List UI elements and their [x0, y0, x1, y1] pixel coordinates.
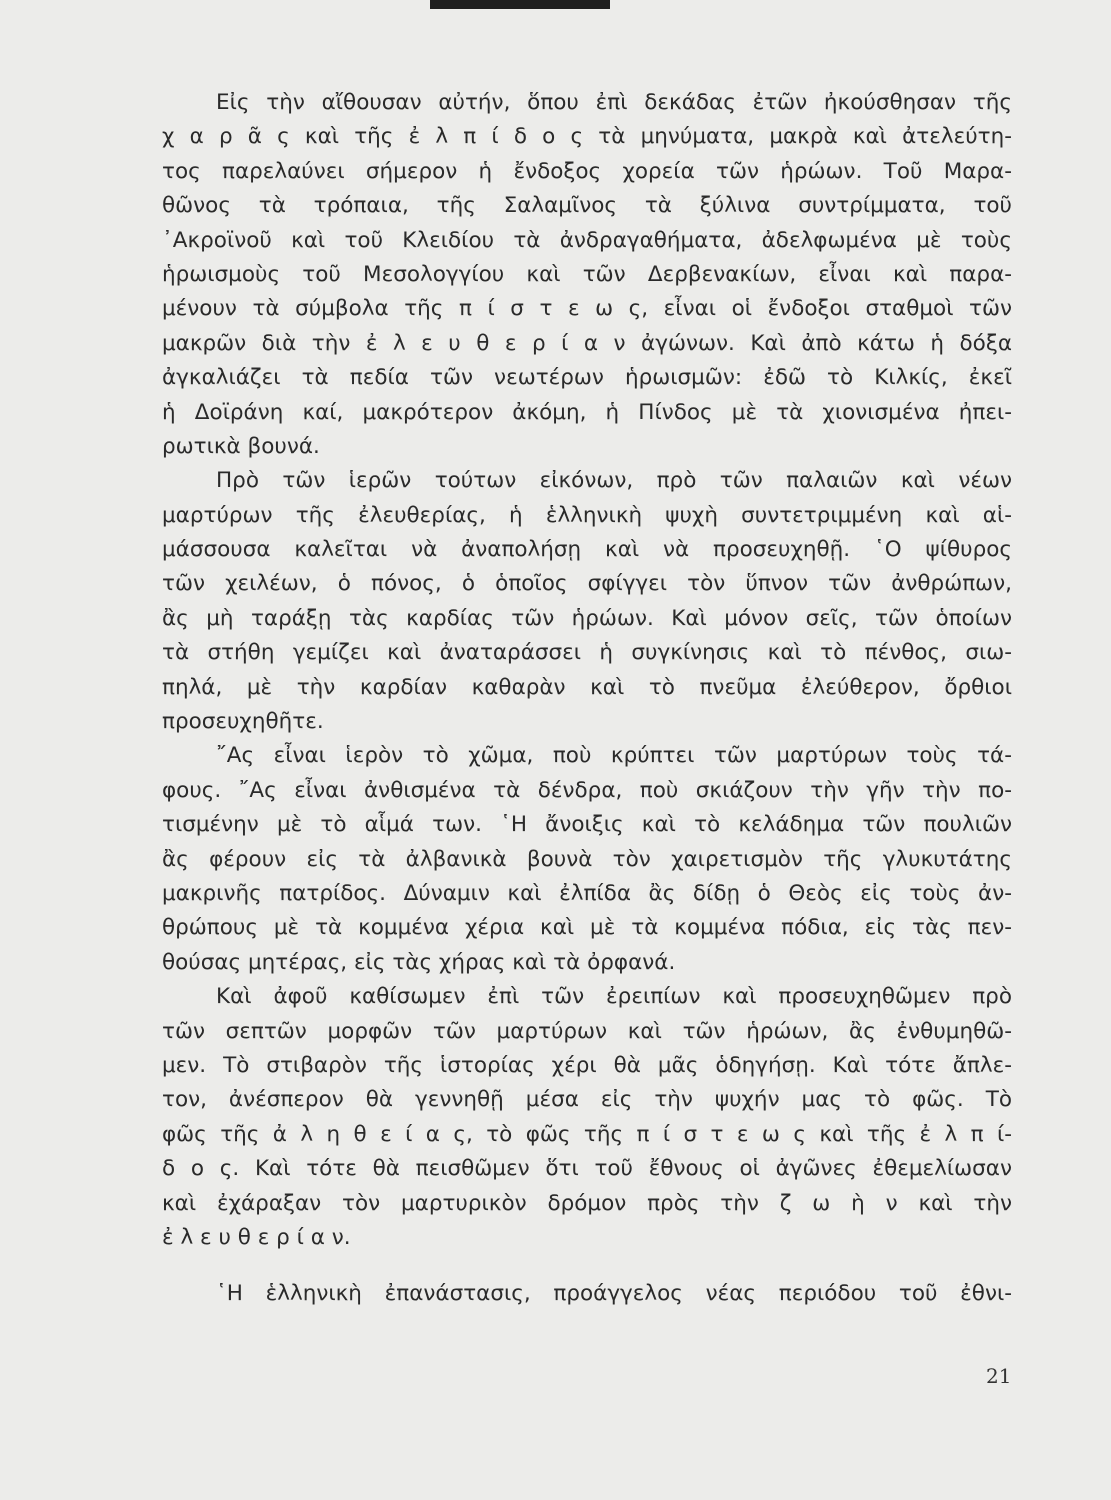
text-line: ἐ λ ε υ θ ε ρ ί α ν. — [162, 1224, 351, 1250]
page-number: 21 — [986, 1364, 1012, 1388]
text-line: τον, ἀνέσπερον θὰ γεννηθῇ μέσα εἰς τὴν ψυχήν μας τὸ φῶς. Τὸ — [162, 1087, 1012, 1113]
text-line: φους. ῎Ας εἶναι ἀνθισμένα τὰ δένδρα, ποὺ σκιάζουν τὴν γῆν τὴν πο- — [162, 777, 1012, 803]
text-line: τισμένην μὲ τὸ αἷμά των. ῾Η ἄνοιξις καὶ τὸ κελάδημα τῶν πουλιῶν — [162, 812, 1012, 838]
text-line: τὰ στήθη γεμίζει καὶ ἀναταράσσει ἡ συγκίνησις καὶ τὸ πένθος, σιω- — [162, 640, 1012, 666]
text-line: μένουν τὰ σύμβολα τῆς π ί σ τ ε ω ς, εἶναι οἱ ἔνδοξοι σταθμοὶ τῶν — [162, 296, 1012, 322]
text-line: φῶς τῆς ἀ λ η θ ε ί α ς, τὸ φῶς τῆς π ί σ τ ε ω ς καὶ τῆς ἐ λ π ί- — [162, 1121, 1012, 1147]
text-line: Εἰς τὴν αἴθουσαν αὐτήν, ὅπου ἐπὶ δεκάδας ἐτῶν ἠκούσθησαν τῆς — [216, 90, 1012, 115]
scan-edge-shadow — [430, 0, 610, 9]
text-line: Πρὸ τῶν ἱερῶν τούτων εἰκόνων, πρὸ τῶν παλαιῶν καὶ νέων — [216, 468, 1012, 494]
text-line: μεν. Τὸ στιβαρὸν τῆς ἱστορίας χέρι θὰ μᾶς ὁδηγήσῃ. Καὶ τότε ἄπλε- — [162, 1052, 1012, 1078]
text-line: χ α ρ ᾶ ς καὶ τῆς ἐ λ π ί δ ο ς τὰ μηνύματα, μακρὰ καὶ ἀτελεύτη- — [162, 124, 1012, 150]
text-line: μακρῶν διὰ τὴν ἐ λ ε υ θ ε ρ ί α ν ἀγώνων. Καὶ ἀπὸ κάτω ἡ δόξα — [162, 330, 1012, 356]
text-line: μακρινῆς πατρίδος. Δύναμιν καὶ ἐλπίδα ἂς δίδῃ ὁ Θεὸς εἰς τοὺς ἀν- — [162, 880, 1012, 906]
text-line: τῶν χειλέων, ὁ πόνος, ὁ ὁποῖος σφίγγει τὸν ὕπνον τῶν ἀνθρώπων, — [162, 571, 1012, 597]
text-line: ῾Η ἑλληνικὴ ἐπανάστασις, προάγγελος νέας περιόδου τοῦ ἐθνι- — [216, 1281, 1012, 1307]
paragraph-gap — [162, 1255, 1012, 1277]
text-line: ἂς μὴ ταράξῃ τὰς καρδίας τῶν ἡρώων. Καὶ μόνον σεῖς, τῶν ὁποίων — [162, 605, 1012, 631]
text-line: θούσας μητέρας, εἰς τὰς χήρας καὶ τὰ ὀρφανά. — [162, 949, 676, 975]
text-line: ἀγκαλιάζει τὰ πεδία τῶν νεωτέρων ἡρωισμῶν: ἐδῶ τὸ Κιλκίς, ἐκεῖ — [162, 365, 1012, 391]
text-line: ᾿Ακροϊνοῦ καὶ τοῦ Κλειδίου τὰ ἀνδραγαθήματα, ἀδελφωμένα μὲ τοὺς — [162, 227, 1012, 253]
text-line: καὶ ἐχάραξαν τὸν μαρτυρικὸν δρόμον πρὸς τὴν ζ ω ὴ ν καὶ τὴν — [162, 1190, 1012, 1216]
text-line: προσευχηθῆτε. — [162, 709, 324, 735]
text-line: τῶν σεπτῶν μορφῶν τῶν μαρτύρων καὶ τῶν ἡρώων, ἂς ἐνθυμηθῶ- — [162, 1018, 1012, 1044]
text-line: ρωτικὰ βουνά. — [162, 433, 320, 459]
text-line: Καὶ ἀφοῦ καθίσωμεν ἐπὶ τῶν ἐρειπίων καὶ προσευχηθῶμεν πρὸ — [216, 984, 1012, 1010]
text-line: ἂς φέρουν εἰς τὰ ἀλβανικὰ βουνὰ τὸν χαιρετισμὸν τῆς γλυκυτάτης — [162, 846, 1012, 872]
text-line: ῎Ας εἶναι ἱερὸν τὸ χῶμα, ποὺ κρύπτει τῶν μαρτύρων τοὺς τά- — [216, 743, 1012, 769]
text-line: ἡρωισμοὺς τοῦ Μεσολογγίου καὶ τῶν Δερβενακίων, εἶναι καὶ παρα- — [162, 261, 1012, 287]
text-line: ἡ Δοϊράνη καί, μακρότερον ἀκόμη, ἡ Πίνδος μὲ τὰ χιονισμένα ἠπει- — [162, 399, 1012, 425]
text-line: τος παρελαύνει σήμερον ἡ ἔνδοξος χορεία τῶν ἡρώων. Τοῦ Μαρα- — [162, 158, 1012, 184]
text-line: πηλά, μὲ τὴν καρδίαν καθαρὰν καὶ τὸ πνεῦμα ἐλεύθερον, ὄρθιοι — [162, 674, 1012, 700]
text-line: μαρτύρων τῆς ἐλευθερίας, ἡ ἑλληνικὴ ψυχὴ συντετριμμένη καὶ αἱ- — [162, 502, 1012, 528]
text-line: θῶνος τὰ τρόπαια, τῆς Σαλαμῖνος τὰ ξύλινα συντρίμματα, τοῦ — [162, 193, 1012, 219]
text-line: δ ο ς. Καὶ τότε θὰ πεισθῶμεν ὅτι τοῦ ἔθνους οἱ ἀγῶνες ἐθεμελίωσαν — [162, 1156, 1012, 1182]
body-text — [162, 86, 1012, 1312]
text-line: θρώπους μὲ τὰ κομμένα χέρια καὶ μὲ τὰ κομμένα πόδια, εἰς τὰς πεν- — [162, 915, 1012, 941]
text-line: μάσσουσα καλεῖται νὰ ἀναπολήσῃ καὶ νὰ προσευχηθῇ. ῾Ο ψίθυρος — [162, 537, 1012, 563]
